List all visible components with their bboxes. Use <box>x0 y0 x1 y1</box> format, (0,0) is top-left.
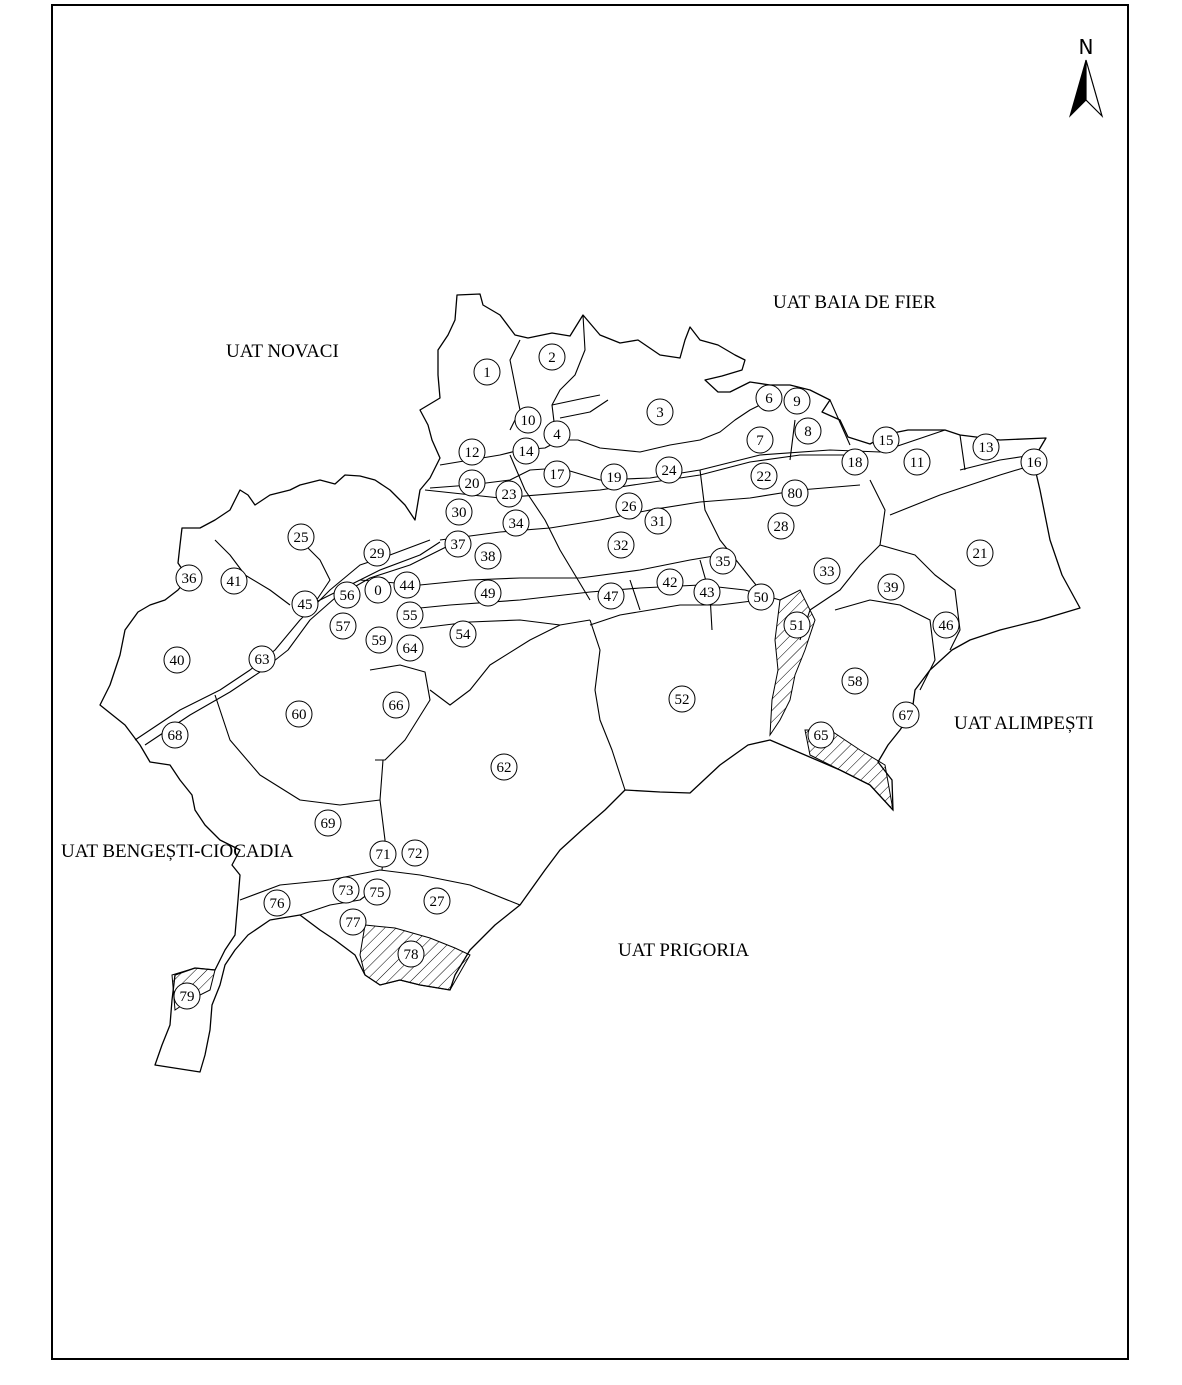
parcel-number: 13 <box>978 440 994 456</box>
parcel-marker-77 <box>340 909 366 935</box>
parcel-marker-34 <box>503 510 529 536</box>
parcel-number: 2 <box>548 350 556 366</box>
parcel-number: 9 <box>793 394 801 410</box>
region-label-prigoria: UAT PRIGORIA <box>618 940 750 961</box>
parcel-marker-10 <box>515 407 541 433</box>
parcel-number: 58 <box>847 674 863 690</box>
parcel-marker-71 <box>370 841 396 867</box>
parcel-marker-19 <box>601 464 627 490</box>
parcel-number: 30 <box>451 505 467 521</box>
parcel-marker-76 <box>264 890 290 916</box>
parcel-marker-56 <box>334 582 360 608</box>
parcel-number: 26 <box>621 499 637 515</box>
hatched-parcel-51 <box>770 590 815 735</box>
parcel-number: 37 <box>450 537 466 553</box>
parcel-number: 15 <box>878 433 894 449</box>
parcel-number: 38 <box>480 549 496 565</box>
parcel-number: 47 <box>603 589 619 605</box>
parcel-marker-49 <box>475 580 501 606</box>
parcel-marker-72 <box>402 840 428 866</box>
parcel-marker-54 <box>450 621 476 647</box>
parcel-marker-32 <box>608 532 634 558</box>
parcel-marker-23 <box>496 481 522 507</box>
parcel-number: 33 <box>819 564 835 580</box>
parcel-marker-27 <box>424 888 450 914</box>
parcel-marker-11 <box>904 449 930 475</box>
parcel-marker-6 <box>756 385 782 411</box>
parcel-marker-78 <box>398 941 424 967</box>
parcel-marker-26 <box>616 493 642 519</box>
parcel-number: 35 <box>715 554 731 570</box>
parcel-number: 11 <box>909 455 925 471</box>
parcel-number: 42 <box>662 575 678 591</box>
parcel-number: 40 <box>169 653 185 669</box>
parcel-number: 50 <box>753 590 769 606</box>
north-arrow-left-icon <box>1070 60 1086 116</box>
parcel-marker-3 <box>647 399 673 425</box>
north-arrow-right-icon <box>1086 60 1102 116</box>
parcel-number: 55 <box>402 608 418 624</box>
parcel-marker-60 <box>286 701 312 727</box>
parcel-number: 1 <box>483 365 491 381</box>
parcel-marker-57 <box>330 613 356 639</box>
parcel-number: 65 <box>813 728 829 744</box>
parcel-marker-47 <box>598 583 624 609</box>
parcel-number: 60 <box>291 707 307 723</box>
parcel-marker-12 <box>459 439 485 465</box>
parcel-number: 77 <box>345 915 361 931</box>
parcel-number: 28 <box>773 519 789 535</box>
parcel-marker-52 <box>669 686 695 712</box>
parcel-number: 71 <box>375 847 391 863</box>
parcel-marker-51 <box>784 612 810 638</box>
parcel-number: 4 <box>553 427 561 443</box>
parcel-marker-66 <box>383 692 409 718</box>
parcel-marker-43 <box>694 579 720 605</box>
parcel-number: 80 <box>787 486 803 502</box>
parcel-marker-62 <box>491 754 517 780</box>
parcel-number: 22 <box>756 469 772 485</box>
parcel-marker-29 <box>364 540 390 566</box>
parcel-number: 39 <box>883 580 899 596</box>
parcel-number: 78 <box>403 947 419 963</box>
parcel-number: 31 <box>650 514 666 530</box>
parcel-number: 29 <box>369 546 385 562</box>
parcel-marker-33 <box>814 558 840 584</box>
parcel-marker-14 <box>513 438 539 464</box>
parcel-number: 72 <box>407 846 423 862</box>
hatched-areas <box>169 590 893 1010</box>
parcel-number: 57 <box>335 619 351 635</box>
parcel-marker-45 <box>292 591 318 617</box>
parcel-number: 20 <box>464 476 480 492</box>
parcel-number: 17 <box>549 467 565 483</box>
parcel-number: 45 <box>297 597 313 613</box>
parcel-number: 64 <box>402 641 418 657</box>
parcel-number: 7 <box>756 433 764 449</box>
parcel-number: 52 <box>674 692 690 708</box>
parcel-marker-13 <box>973 434 999 460</box>
parcel-marker-24 <box>656 457 682 483</box>
parcel-number: 34 <box>508 516 524 532</box>
parcel-marker-4 <box>544 421 570 447</box>
parcel-marker-50 <box>748 584 774 610</box>
parcel-marker-67 <box>893 702 919 728</box>
region-label-bengesti: UAT BENGEȘTI-CIOCADIA <box>61 841 294 862</box>
parcel-markers <box>162 344 1047 1009</box>
parcel-number: 32 <box>613 538 629 554</box>
parcel-number: 46 <box>938 618 954 634</box>
parcel-number: 18 <box>847 455 863 471</box>
parcel-number: 21 <box>972 546 988 562</box>
parcel-marker-63 <box>249 646 275 672</box>
north-arrow <box>1070 35 1102 116</box>
parcel-number: 69 <box>320 816 336 832</box>
parcel-marker-7 <box>747 427 773 453</box>
parcel-marker-40 <box>164 647 190 673</box>
parcel-number: 44 <box>399 578 415 594</box>
parcel-marker-18 <box>842 449 868 475</box>
parcel-number: 75 <box>369 885 385 901</box>
parcel-marker-9 <box>784 388 810 414</box>
parcel-number: 68 <box>167 728 183 744</box>
parcel-number: 66 <box>388 698 404 714</box>
parcel-marker-42 <box>657 569 683 595</box>
parcel-marker-15 <box>873 427 899 453</box>
parcel-marker-2 <box>539 344 565 370</box>
parcel-marker-58 <box>842 668 868 694</box>
parcel-number: 24 <box>661 463 677 479</box>
parcel-marker-35 <box>710 548 736 574</box>
parcel-number: 12 <box>464 445 480 461</box>
region-label-alimpesti: UAT ALIMPEȘTI <box>954 713 1094 734</box>
parcel-marker-69 <box>315 810 341 836</box>
parcel-marker-21 <box>967 540 993 566</box>
parcel-marker-64 <box>397 635 423 661</box>
parcel-number: 8 <box>804 424 812 440</box>
parcel-number: 16 <box>1026 455 1042 471</box>
parcel-marker-17 <box>544 461 570 487</box>
parcel-number: 79 <box>179 989 195 1005</box>
parcel-number: 3 <box>656 405 664 421</box>
parcel-marker-38 <box>475 543 501 569</box>
parcel-marker-44 <box>394 572 420 598</box>
parcel-marker-28 <box>768 513 794 539</box>
parcel-marker-39 <box>878 574 904 600</box>
parcel-marker-73 <box>333 877 359 903</box>
parcel-marker-55 <box>397 602 423 628</box>
parcel-marker-8 <box>795 418 821 444</box>
parcel-number: 63 <box>254 652 270 668</box>
parcel-number: 76 <box>269 896 285 912</box>
parcel-number: 49 <box>480 586 496 602</box>
parcel-number: 43 <box>699 585 715 601</box>
parcel-marker-79 <box>174 983 200 1009</box>
parcel-number: 73 <box>338 883 354 899</box>
parcel-number: 27 <box>429 894 445 910</box>
parcel-number: 62 <box>496 760 512 776</box>
parcel-marker-25 <box>288 524 314 550</box>
parcel-number: 19 <box>606 470 622 486</box>
parcel-marker-46 <box>933 612 959 638</box>
parcel-marker-30 <box>446 499 472 525</box>
north-letter: N <box>1078 35 1094 59</box>
parcel-marker-41 <box>221 568 247 594</box>
parcel-marker-75 <box>364 879 390 905</box>
parcel-number: 51 <box>789 618 805 634</box>
territory-outline <box>100 294 1080 1072</box>
parcel-number: 10 <box>520 413 536 429</box>
parcel-marker-36 <box>176 565 202 591</box>
parcel-number: 59 <box>371 633 387 649</box>
parcel-marker-16 <box>1021 449 1047 475</box>
parcel-marker-37 <box>445 531 471 557</box>
parcel-number: 36 <box>181 571 197 587</box>
parcel-number: 6 <box>765 391 773 407</box>
parcel-marker-80 <box>782 480 808 506</box>
parcel-marker-22 <box>751 463 777 489</box>
parcel-number: 14 <box>518 444 534 460</box>
parcel-number: 25 <box>293 530 309 546</box>
parcel-marker-1 <box>474 359 500 385</box>
parcel-number: 67 <box>898 708 914 724</box>
parcel-marker-65 <box>808 722 834 748</box>
parcel-marker-31 <box>645 508 671 534</box>
parcel-boundaries <box>135 315 1033 915</box>
parcel-marker-59 <box>366 627 392 653</box>
parcel-number: 0 <box>374 583 382 599</box>
region-label-baia-de-fier: UAT BAIA DE FIER <box>773 292 936 313</box>
parcel-marker-68 <box>162 722 188 748</box>
parcel-number: 56 <box>339 588 355 604</box>
parcel-number: 23 <box>501 487 517 503</box>
region-label-novaci: UAT NOVACI <box>226 341 339 362</box>
parcel-number: 54 <box>455 627 471 643</box>
parcel-marker-0 <box>365 577 391 603</box>
parcel-marker-20 <box>459 470 485 496</box>
parcel-number: 41 <box>226 574 242 590</box>
